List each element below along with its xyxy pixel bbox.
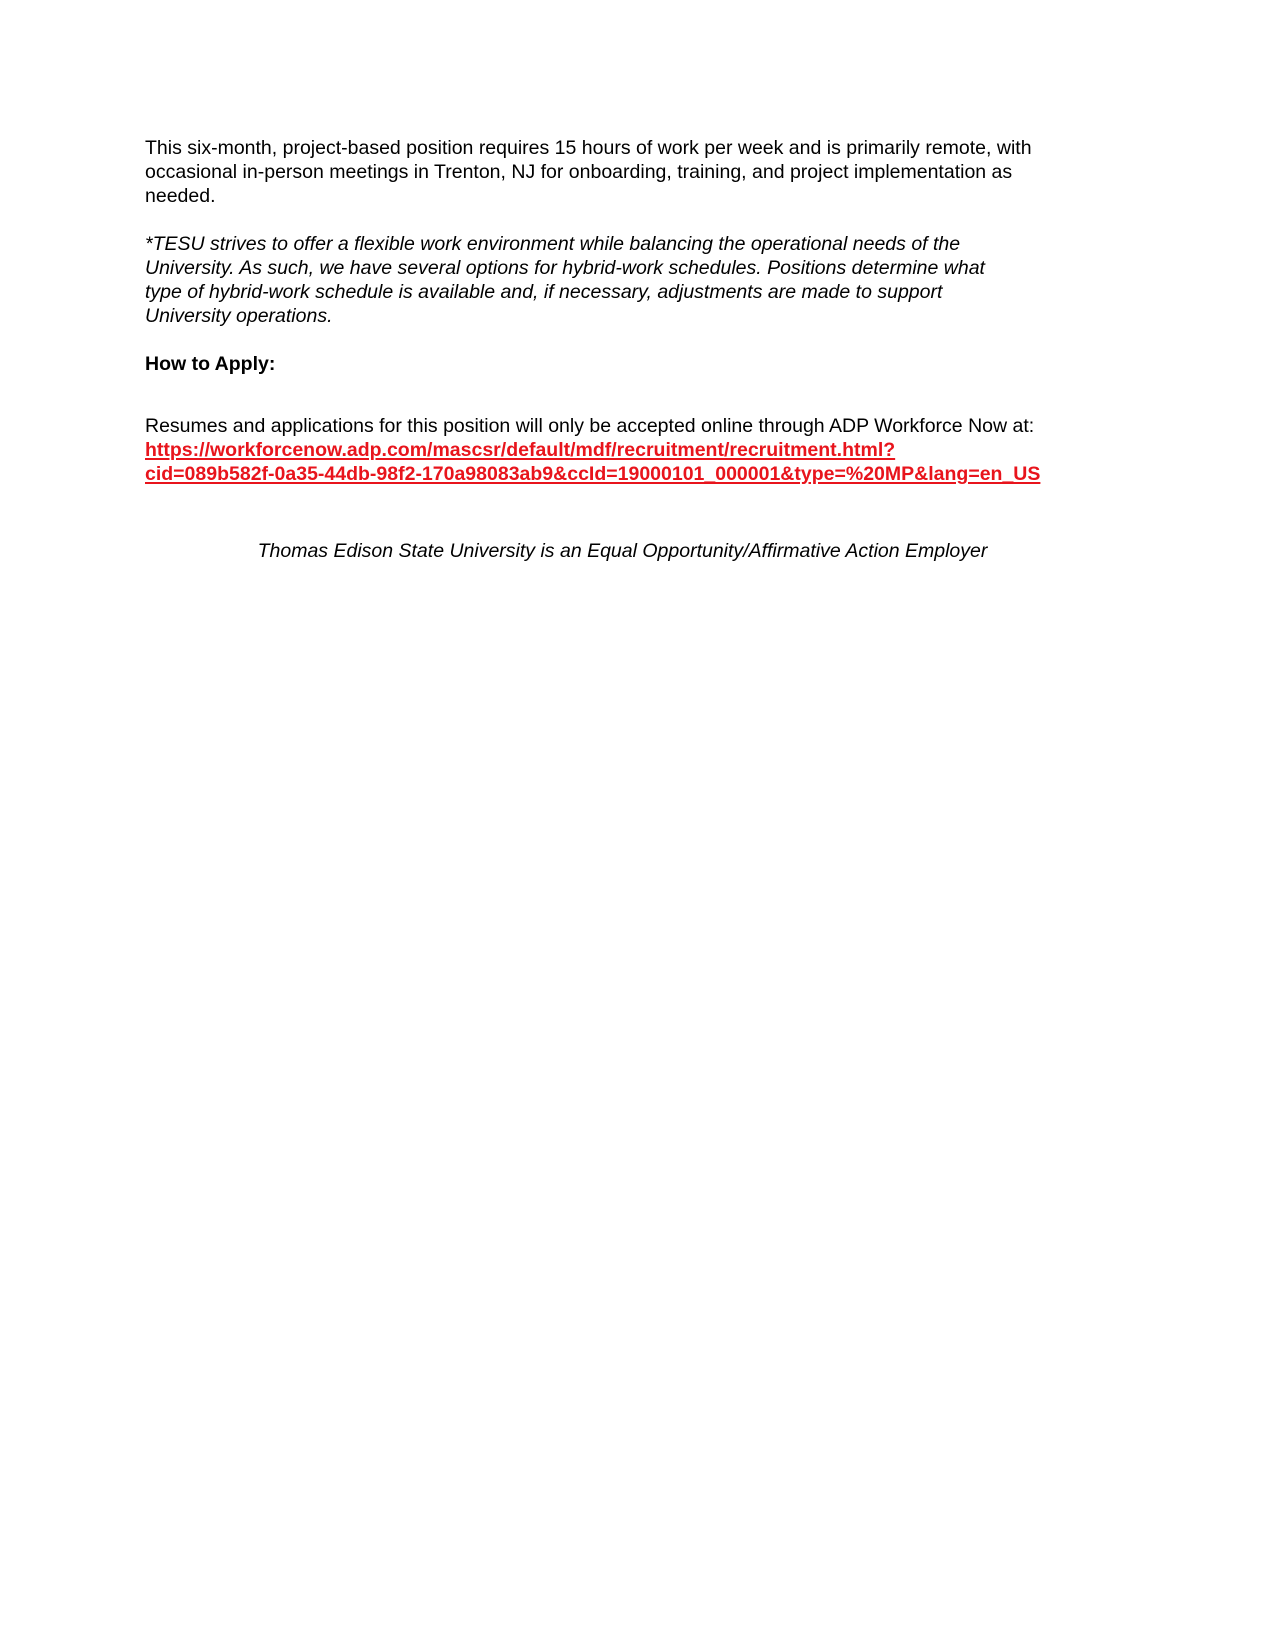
document-page bbox=[145, 136, 1130, 563]
apply-instructions: Resumes and applications for this position will only be accepted online through ADP Workforce Now at: bbox=[145, 415, 1035, 437]
how-to-apply-heading: How to Apply: bbox=[145, 353, 276, 375]
hybrid-work-note: *TESU strives to offer a flexible work environment while balancing the operational needs of the University. As such, we have several options for hybrid-work schedules. Positions determine what type of hybrid-work schedule is available and, if necessary, adjustments are made to support University operations. bbox=[145, 233, 985, 327]
application-link[interactable]: https://workforcenow.adp.com/mascsr/default/mdf/recruitment/recruitment.html? cid=089b582f-0a35-44db-98f2-170a98083ab9&ccId=19000101_000001&type=%20MP&lang=en_US bbox=[145, 439, 1041, 485]
apply-section bbox=[145, 390, 1130, 510]
intro-paragraph: This six-month, project-based position requires 15 hours of work per week and is primarily remote, with occasional in-person meetings in Trenton, NJ for onboarding, training, and project implementation as needed. bbox=[145, 137, 1032, 207]
equal-opportunity-statement: Thomas Edison State University is an Equal Opportunity/Affirmative Action Employer bbox=[257, 540, 988, 562]
